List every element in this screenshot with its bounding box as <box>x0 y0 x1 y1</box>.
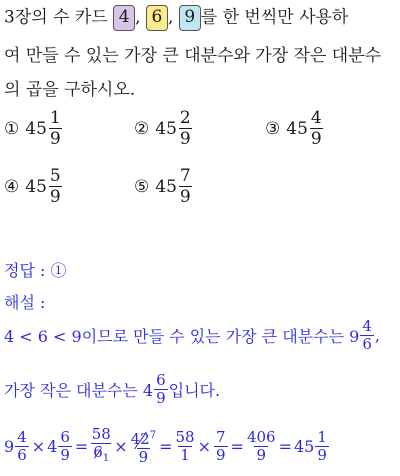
explanation-line-1 <box>4 318 380 353</box>
numerator: 1 <box>49 108 61 128</box>
option-marker: ② <box>134 118 150 139</box>
denominator <box>91 443 111 467</box>
option-marker: ① <box>4 118 20 139</box>
denominator: 1 <box>180 446 190 464</box>
numerator: 6 <box>60 428 70 446</box>
whole-number: 45 <box>155 118 177 139</box>
comma: , <box>135 7 141 28</box>
fraction <box>175 429 194 464</box>
denominator: 6 <box>362 335 372 353</box>
question-line-3: 의 곱을 구하시오. <box>4 80 136 100</box>
numerator: 4 <box>17 428 27 446</box>
cancelled-digit: 42 <box>130 430 150 448</box>
fraction <box>154 372 168 407</box>
numerator: 406 <box>246 428 276 446</box>
option-marker: ③ <box>265 118 281 139</box>
fraction <box>49 108 62 149</box>
fraction <box>360 318 374 353</box>
explanation-label: 해설 : <box>4 293 46 312</box>
numerator: 7 <box>215 428 226 446</box>
equals-sign: = <box>159 437 173 456</box>
explanation-text: 4 < 6 < 9이므로 만들 수 있는 가장 큰 대분수는 9 <box>4 327 360 346</box>
option-5[interactable] <box>134 166 192 207</box>
whole-number: 9 <box>4 437 15 456</box>
option-marker: ④ <box>4 176 20 197</box>
fraction <box>247 429 276 464</box>
numerator: 5 <box>49 166 61 186</box>
fraction <box>49 166 62 207</box>
whole-number: 45 <box>286 118 308 139</box>
fraction <box>58 429 72 464</box>
comma: , <box>374 326 380 345</box>
equals-sign: = <box>74 437 89 456</box>
comma: , <box>167 7 174 28</box>
fraction <box>15 429 29 464</box>
denominator: 6 <box>17 446 27 464</box>
denominator: 9 <box>215 446 226 464</box>
numerator <box>131 427 156 448</box>
numerator: 58 <box>175 428 195 446</box>
option-2[interactable] <box>134 108 192 149</box>
calculation-line <box>4 426 330 467</box>
denominator: 9 <box>179 187 191 207</box>
explanation-text: 입니다. <box>168 381 221 400</box>
numerator: 1 <box>317 428 327 446</box>
fraction <box>315 429 329 464</box>
numerator: 6 <box>156 371 166 389</box>
whole-number: 45 <box>293 437 315 456</box>
times-sign: × <box>197 437 211 456</box>
numerator: 2 <box>179 108 191 128</box>
denominator: 9 <box>256 446 267 464</box>
option-marker: ⑤ <box>134 176 150 197</box>
times-sign: × <box>31 437 46 456</box>
times-sign: × <box>114 437 128 456</box>
explanation-line-2 <box>4 372 220 407</box>
denominator: 9 <box>179 129 191 149</box>
fraction <box>91 426 111 467</box>
denominator: 9 <box>138 448 149 466</box>
denominator: 9 <box>49 129 61 149</box>
number-card-2: 6 <box>146 5 168 31</box>
denominator: 9 <box>156 389 166 407</box>
reduced-digit: 1 <box>102 453 110 464</box>
whole-number: 45 <box>25 118 47 139</box>
numerator: 4 <box>310 108 322 128</box>
whole-number: 45 <box>25 176 47 197</box>
fraction <box>179 108 192 149</box>
numerator: 7 <box>179 166 191 186</box>
equals-sign: = <box>278 437 292 456</box>
number-card-3: 9 <box>179 5 201 31</box>
fraction <box>214 429 228 464</box>
fraction <box>310 108 323 149</box>
fraction <box>179 166 192 207</box>
equals-sign: = <box>230 437 244 456</box>
denominator: 9 <box>49 187 61 207</box>
question-text: 3장의 수 카드 <box>4 7 108 28</box>
fraction <box>131 427 156 466</box>
whole-number: 45 <box>155 176 177 197</box>
denominator: 9 <box>310 129 322 149</box>
whole-number: 4 <box>47 437 58 456</box>
option-1[interactable] <box>4 108 62 149</box>
option-3[interactable] <box>265 108 323 149</box>
numerator: 4 <box>362 317 372 335</box>
question-line-2: 여 만들 수 있는 가장 큰 대분수와 가장 작은 대분수 <box>4 46 382 66</box>
question-line-1 <box>4 5 348 31</box>
explanation-text: 가장 작은 대분수는 4 <box>4 381 154 400</box>
answer-label: 정답 : ① <box>4 261 67 280</box>
numerator: 58 <box>91 425 111 443</box>
denominator: 9 <box>317 446 327 464</box>
denominator: 9 <box>60 446 70 464</box>
cancelled-digit: 6 <box>93 443 103 461</box>
question-text: 를 한 번씩만 사용하 <box>200 7 349 28</box>
reduced-digit: 7 <box>149 430 157 441</box>
number-card-1: 4 <box>113 5 135 31</box>
option-4[interactable] <box>4 166 62 207</box>
